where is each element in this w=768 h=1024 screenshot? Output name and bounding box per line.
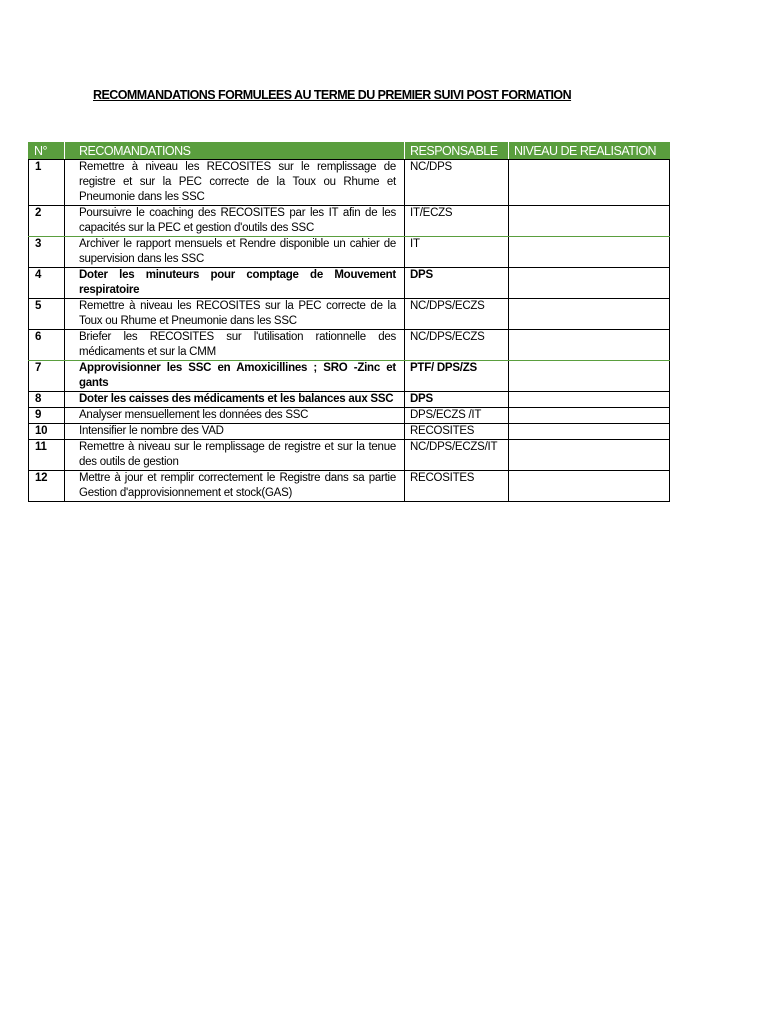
- header-niveau-realisation: NIVEAU DE REALISATION: [509, 143, 670, 160]
- row-niveau: [509, 361, 670, 392]
- row-number: 12: [29, 471, 65, 502]
- row-recommendation: Analyser mensuellement les données des SSC: [65, 408, 405, 424]
- row-recommendation: Approvisionner les SSC en Amoxicillines ; SRO -Zinc et gants: [65, 361, 405, 392]
- row-niveau: [509, 440, 670, 471]
- row-number: 8: [29, 392, 65, 408]
- row-number: 2: [29, 206, 65, 237]
- header-responsable: RESPONSABLE: [405, 143, 509, 160]
- header-num: N°: [29, 143, 65, 160]
- row-number: 6: [29, 330, 65, 361]
- row-responsable: NC/DPS: [405, 160, 509, 206]
- row-responsable: PTF/ DPS/ZS: [405, 361, 509, 392]
- table-header-row: [29, 143, 670, 160]
- table-row: [29, 299, 670, 330]
- row-niveau: [509, 237, 670, 268]
- row-niveau: [509, 471, 670, 502]
- table-row: [29, 424, 670, 440]
- row-number: 1: [29, 160, 65, 206]
- row-niveau: [509, 424, 670, 440]
- table-row: [29, 361, 670, 392]
- row-recommendation: Intensifier le nombre des VAD: [65, 424, 405, 440]
- row-responsable: NC/DPS/ECZS/IT: [405, 440, 509, 471]
- table-row: [29, 471, 670, 502]
- row-niveau: [509, 206, 670, 237]
- row-recommendation: Remettre à niveau les RECOSITES sur le remplissage de registre et sur la PEC correcte de la Toux ou Rhume et Pneumonie dans les SSC: [65, 160, 405, 206]
- row-recommendation: Doter les caisses des médicaments et les balances aux SSC: [65, 392, 405, 408]
- row-number: 9: [29, 408, 65, 424]
- row-niveau: [509, 392, 670, 408]
- row-recommendation: Archiver le rapport mensuels et Rendre disponible un cahier de supervision dans les SSC: [65, 237, 405, 268]
- row-recommendation: Doter les minuteurs pour comptage de Mouvement respiratoire: [65, 268, 405, 299]
- row-responsable: NC/DPS/ECZS: [405, 299, 509, 330]
- row-number: 11: [29, 440, 65, 471]
- row-niveau: [509, 330, 670, 361]
- row-responsable: RECOSITES: [405, 471, 509, 502]
- row-number: 4: [29, 268, 65, 299]
- row-recommendation: Poursuivre le coaching des RECOSITES par les IT afin de les capacités sur la PEC et gestion d'outils des SSC: [65, 206, 405, 237]
- table-row: [29, 160, 670, 206]
- row-number: 7: [29, 361, 65, 392]
- header-recommandations: RECOMANDATIONS: [65, 143, 405, 160]
- row-recommendation: Mettre à jour et remplir correctement le Registre dans sa partie Gestion d'approvisionnement et stock(GAS): [65, 471, 405, 502]
- row-responsable: RECOSITES: [405, 424, 509, 440]
- row-responsable: IT/ECZS: [405, 206, 509, 237]
- row-responsable: IT: [405, 237, 509, 268]
- row-number: 10: [29, 424, 65, 440]
- page-title: RECOMMANDATIONS FORMULEES AU TERME DU PREMIER SUIVI POST FORMATION: [93, 88, 572, 102]
- row-responsable: NC/DPS/ECZS: [405, 330, 509, 361]
- row-number: 5: [29, 299, 65, 330]
- row-niveau: [509, 160, 670, 206]
- table-row: [29, 330, 670, 361]
- row-responsable: DPS: [405, 392, 509, 408]
- table-row: [29, 392, 670, 408]
- recommendations-table: [28, 142, 670, 502]
- table-row: [29, 206, 670, 237]
- row-niveau: [509, 268, 670, 299]
- row-niveau: [509, 408, 670, 424]
- table-row: [29, 237, 670, 268]
- row-niveau: [509, 299, 670, 330]
- table-row: [29, 408, 670, 424]
- table-row: [29, 268, 670, 299]
- row-recommendation: Remettre à niveau sur le remplissage de registre et sur la tenue des outils de gestion: [65, 440, 405, 471]
- row-number: 3: [29, 237, 65, 268]
- row-responsable: DPS/ECZS /IT: [405, 408, 509, 424]
- row-responsable: DPS: [405, 268, 509, 299]
- row-recommendation: Briefer les RECOSITES sur l'utilisation rationnelle des médicaments et sur la CMM: [65, 330, 405, 361]
- row-recommendation: Remettre à niveau les RECOSITES sur la PEC correcte de la Toux ou Rhume et Pneumonie dans les SSC: [65, 299, 405, 330]
- table-row: [29, 440, 670, 471]
